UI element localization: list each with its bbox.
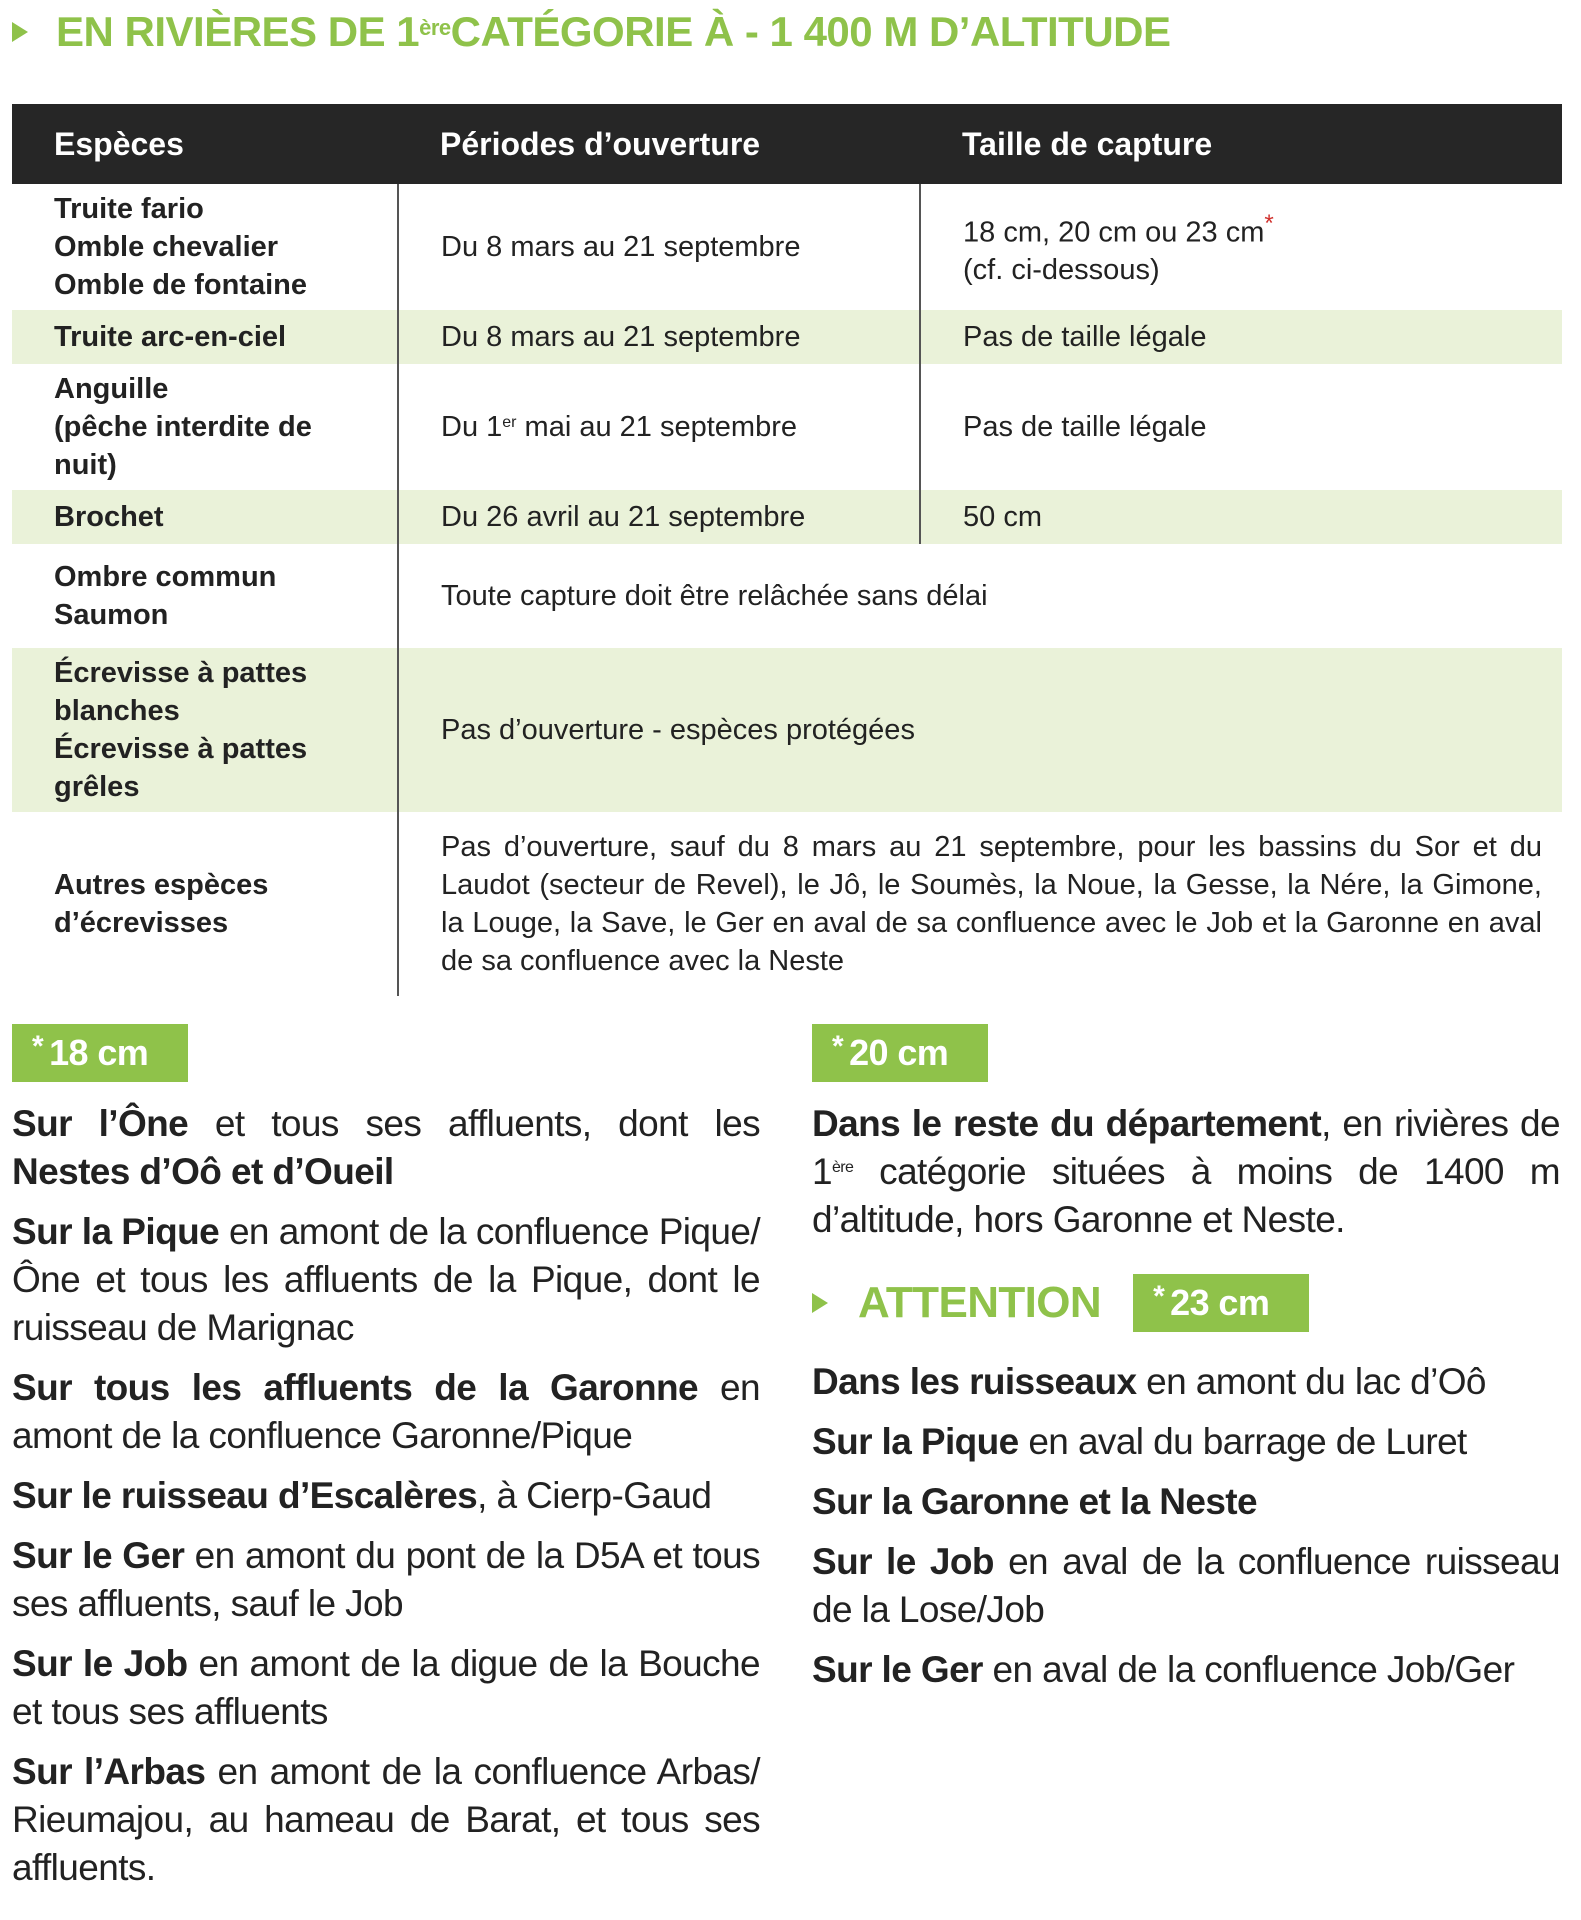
para-text: catégorie situées à moins de 1400 m d’altitude, hors Garonne et Neste. (812, 1151, 1560, 1240)
species-name: Écrevisse à pattes blanches (54, 657, 308, 727)
size-value: 18 cm, 20 cm ou 23 cm (963, 216, 1265, 249)
table-row (12, 812, 1562, 996)
table-row (12, 648, 1562, 812)
period-cell: Pas d’ouverture, sauf du 8 mars au 21 septembre, pour les bassins du Sor et du Laudot (secteur de Revel), le Jô, le Soumès, la Noue, la Gesse, la Nére, la Gimone, la Louge, la Save, le Ger en aval de sa confluence avec le Job et la Garonne en aval de sa confluence avec la Neste (398, 812, 1562, 996)
table-row (12, 490, 1562, 544)
asterisk-mark: * (1264, 209, 1274, 237)
river-detail: en aval de la confluence Job/Ger (982, 1649, 1515, 1690)
list-item (812, 1538, 1560, 1634)
species-name: Brochet (54, 501, 164, 533)
para-superscript: ère (831, 1159, 854, 1176)
species-cell (12, 812, 398, 996)
river-detail: , à Cierp-Gaud (477, 1475, 712, 1516)
species-cell (12, 310, 398, 364)
regulations-table (12, 104, 1562, 996)
triangle-bullet-icon (12, 22, 28, 42)
table-row (12, 364, 1562, 490)
river-name: Dans les ruisseaux (812, 1361, 1137, 1402)
river-name: Sur la Pique (812, 1421, 1019, 1462)
river-name: Sur le Job (812, 1541, 994, 1582)
period-cell: Du 8 mars au 21 septembre (398, 184, 920, 310)
river-detail: en amont de la confluence Arbas/ Rieumajou, au hameau de Barat, et tous ses affluents. (12, 1751, 760, 1888)
period-cell (398, 364, 920, 490)
river-name: Nestes d’Oô et d’Oueil (12, 1151, 394, 1192)
attention-heading (812, 1274, 1560, 1332)
river-name: Sur le ruisseau d’Escalères (12, 1475, 478, 1516)
period-cell: Toute capture doit être relâchée sans délai (398, 544, 1562, 648)
period-suffix: mai au 21 septembre (516, 411, 797, 443)
size-badge-18 (12, 1024, 188, 1082)
table-row (12, 310, 1562, 364)
size-cell: Pas de taille légale (920, 364, 1562, 490)
attention-label: ATTENTION (858, 1278, 1102, 1327)
species-name: Écrevisse à pattes grêles (54, 733, 308, 803)
species-cell (12, 490, 398, 544)
size-badge-20 (812, 1024, 988, 1082)
title-prefix: EN RIVIÈRES DE 1 (56, 8, 420, 55)
asterisk-mark: * (832, 1030, 844, 1063)
list-item (812, 1418, 1560, 1466)
species-name: Truite arc-en-ciel (54, 321, 287, 353)
river-detail: en aval du barrage de Luret (1018, 1421, 1467, 1462)
river-name: Sur tous les affluents de la Garonne (12, 1367, 698, 1408)
asterisk-mark: * (32, 1030, 44, 1063)
species-name: Omble de fontaine (54, 269, 307, 301)
size-badge-23 (1133, 1274, 1309, 1332)
river-name: Sur le Ger (812, 1649, 983, 1690)
list-item (12, 1364, 760, 1460)
period-cell: Du 8 mars au 21 septembre (398, 310, 920, 364)
species-name: Truite fario (54, 193, 204, 225)
size-note: (cf. ci-dessous) (963, 254, 1160, 287)
right-column (812, 1024, 1560, 1706)
species-name: Anguille (54, 373, 169, 405)
river-detail: en amont de la confluence Pique/ Ône et tous les affluents de la Pique, dont le ruisseau de Marignac (12, 1211, 761, 1348)
species-name: Omble chevalier (54, 231, 279, 263)
river-detail: en amont de la digue de la Bouche et tous ses affluents (12, 1643, 760, 1732)
size-cell (920, 184, 1562, 310)
river-detail: et tous ses affluents, dont les (188, 1103, 760, 1144)
period-prefix: Du 1 (441, 411, 503, 443)
section-title (12, 4, 1171, 60)
river-name: Sur l’Ône (12, 1103, 189, 1144)
river-name: Sur le Ger (12, 1535, 185, 1576)
river-name: Sur la Pique (12, 1211, 220, 1252)
list-item (812, 1478, 1560, 1526)
list-item (12, 1640, 760, 1736)
title-suffix: CATÉGORIE À - 1 400 M D’ALTITUDE (450, 8, 1171, 55)
species-cell (12, 364, 398, 490)
title-superscript: ère (419, 15, 451, 40)
species-name: Saumon (54, 599, 169, 631)
size-cell: Pas de taille légale (920, 310, 1562, 364)
size-cell: 50 cm (920, 490, 1562, 544)
species-name: (pêche interdite de nuit) (54, 411, 312, 481)
species-cell (12, 544, 398, 648)
period-cell: Du 26 avril au 21 septembre (398, 490, 920, 544)
triangle-bullet-icon (812, 1293, 828, 1313)
list-item (12, 1100, 760, 1196)
species-cell (12, 184, 398, 310)
table-row (12, 184, 1562, 310)
river-detail: en amont du lac d’Oô (1136, 1361, 1486, 1402)
river-detail: en aval de la confluence ruisseau de la Lose/Job (812, 1541, 1560, 1630)
species-name: Ombre commun (54, 561, 277, 593)
list-item (12, 1532, 760, 1628)
header-size: Taille de capture (920, 104, 1562, 184)
badge-label: 20 cm (849, 1032, 949, 1073)
list-item (12, 1748, 760, 1892)
left-column (12, 1024, 760, 1904)
period-cell: Pas d’ouverture - espèces protégées (398, 648, 1562, 812)
header-species: Espèces (12, 104, 398, 184)
asterisk-mark: * (1153, 1280, 1165, 1313)
list-item (12, 1472, 760, 1520)
river-name: Sur l’Arbas (12, 1751, 206, 1792)
list-item (812, 1646, 1560, 1694)
rest-of-department-paragraph (812, 1100, 1560, 1244)
table-header-row (12, 104, 1562, 184)
region-name: Dans le reste du département (812, 1103, 1322, 1144)
badge-label: 23 cm (1170, 1282, 1270, 1323)
badge-label: 18 cm (49, 1032, 149, 1073)
species-name: Autres espèces d’écrevisses (54, 869, 269, 939)
para-text: , en rivières de 1 (812, 1103, 1560, 1192)
period-superscript: er (502, 414, 517, 431)
list-item (812, 1358, 1560, 1406)
river-detail: en amont de la confluence Garonne/Pique (12, 1367, 760, 1456)
species-cell (12, 648, 398, 812)
river-name: Sur la Garonne et la Neste (812, 1481, 1258, 1522)
table-row (12, 544, 1562, 648)
list-item (12, 1208, 760, 1352)
river-detail: en amont du pont de la D5A et tous ses affluents, sauf le Job (12, 1535, 761, 1624)
river-name: Sur le Job (12, 1643, 188, 1684)
header-periods: Périodes d’ouverture (398, 104, 920, 184)
